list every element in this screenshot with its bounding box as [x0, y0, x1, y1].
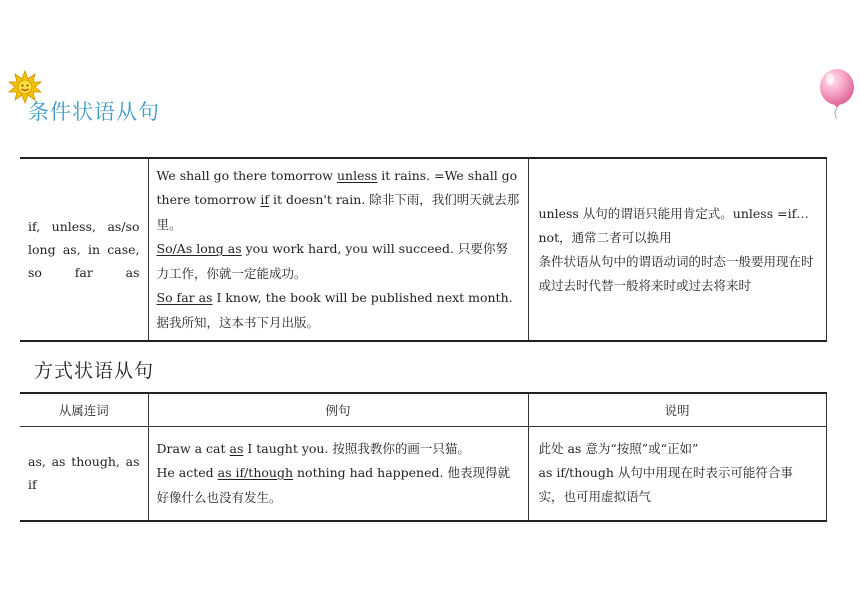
note-item: 条件状语从句中的谓语动词的时态一般要用现在时或过去时代替一般将来时或过去将来时	[538, 253, 814, 293]
underlined-keyword: So/As long as	[156, 241, 242, 257]
sentence-text: I know, the book will be published next month. 据我所知，这本书下月出版。	[156, 290, 513, 330]
sentence-text: Draw a cat	[156, 440, 230, 456]
conjunction-text: as, as though, as if	[28, 454, 140, 493]
header-conjunction: 从属连词	[20, 393, 148, 427]
note-cell	[528, 427, 826, 521]
conjunction-cell	[20, 158, 148, 341]
example-cell	[148, 427, 528, 521]
sentence-text: He acted	[156, 465, 218, 480]
example-list	[157, 164, 520, 336]
example-sentence	[157, 237, 520, 286]
table-row	[20, 427, 826, 521]
underlined-keyword: as	[229, 440, 244, 456]
table-row	[20, 158, 826, 341]
sentence-text: you work hard, you will succeed. 只要你努力工作，你就一定能成功。	[156, 241, 508, 281]
balloon-icon	[818, 68, 856, 120]
conjunction-cell	[20, 427, 148, 521]
conjunction-text: if, unless, as/so long as, in case, so far as	[28, 219, 140, 280]
example-sentence	[157, 461, 520, 510]
section-title-conditional: 条件状语从句	[28, 100, 160, 124]
example-sentence	[157, 286, 520, 335]
header-example: 例句	[148, 393, 528, 427]
example-cell	[148, 158, 528, 341]
table-header-row	[20, 393, 826, 427]
sentence-text: nothing had happened. 他表现得就好像什么也没有发生。	[156, 465, 510, 505]
sentence-text: We shall go there tomorrow	[156, 167, 337, 183]
note-item: unless 从句的谓语只能用肯定式。unless =if… not，通常二者可以换用	[538, 205, 809, 245]
manner-clause-table	[20, 392, 827, 522]
underlined-keyword: as if/though	[217, 465, 294, 480]
underlined-keyword: So far as	[156, 290, 213, 306]
example-sentence	[157, 164, 520, 238]
sentence-text: it rains. =We shall go there tomorrow	[156, 167, 518, 208]
note-cell	[528, 158, 826, 341]
note-item: 此处 as 意为“按照”或“正如”	[538, 441, 699, 457]
sentence-text: I taught you. 按照我教你的画一只猫。	[243, 440, 470, 456]
section-title-manner: 方式状语从句	[34, 360, 155, 382]
conditional-clause-table	[20, 157, 827, 342]
note-item: as if/though 从句中用现在时表示可能符合事实，也可用虚拟语气	[538, 465, 793, 505]
underlined-keyword: if	[260, 192, 270, 208]
underlined-keyword: unless	[336, 167, 378, 183]
example-list	[157, 437, 520, 511]
sentence-text: it doesn't rain. 除非下雨，我们明天就去那里。	[156, 192, 520, 232]
header-note: 说明	[528, 393, 826, 427]
example-sentence	[157, 437, 520, 462]
